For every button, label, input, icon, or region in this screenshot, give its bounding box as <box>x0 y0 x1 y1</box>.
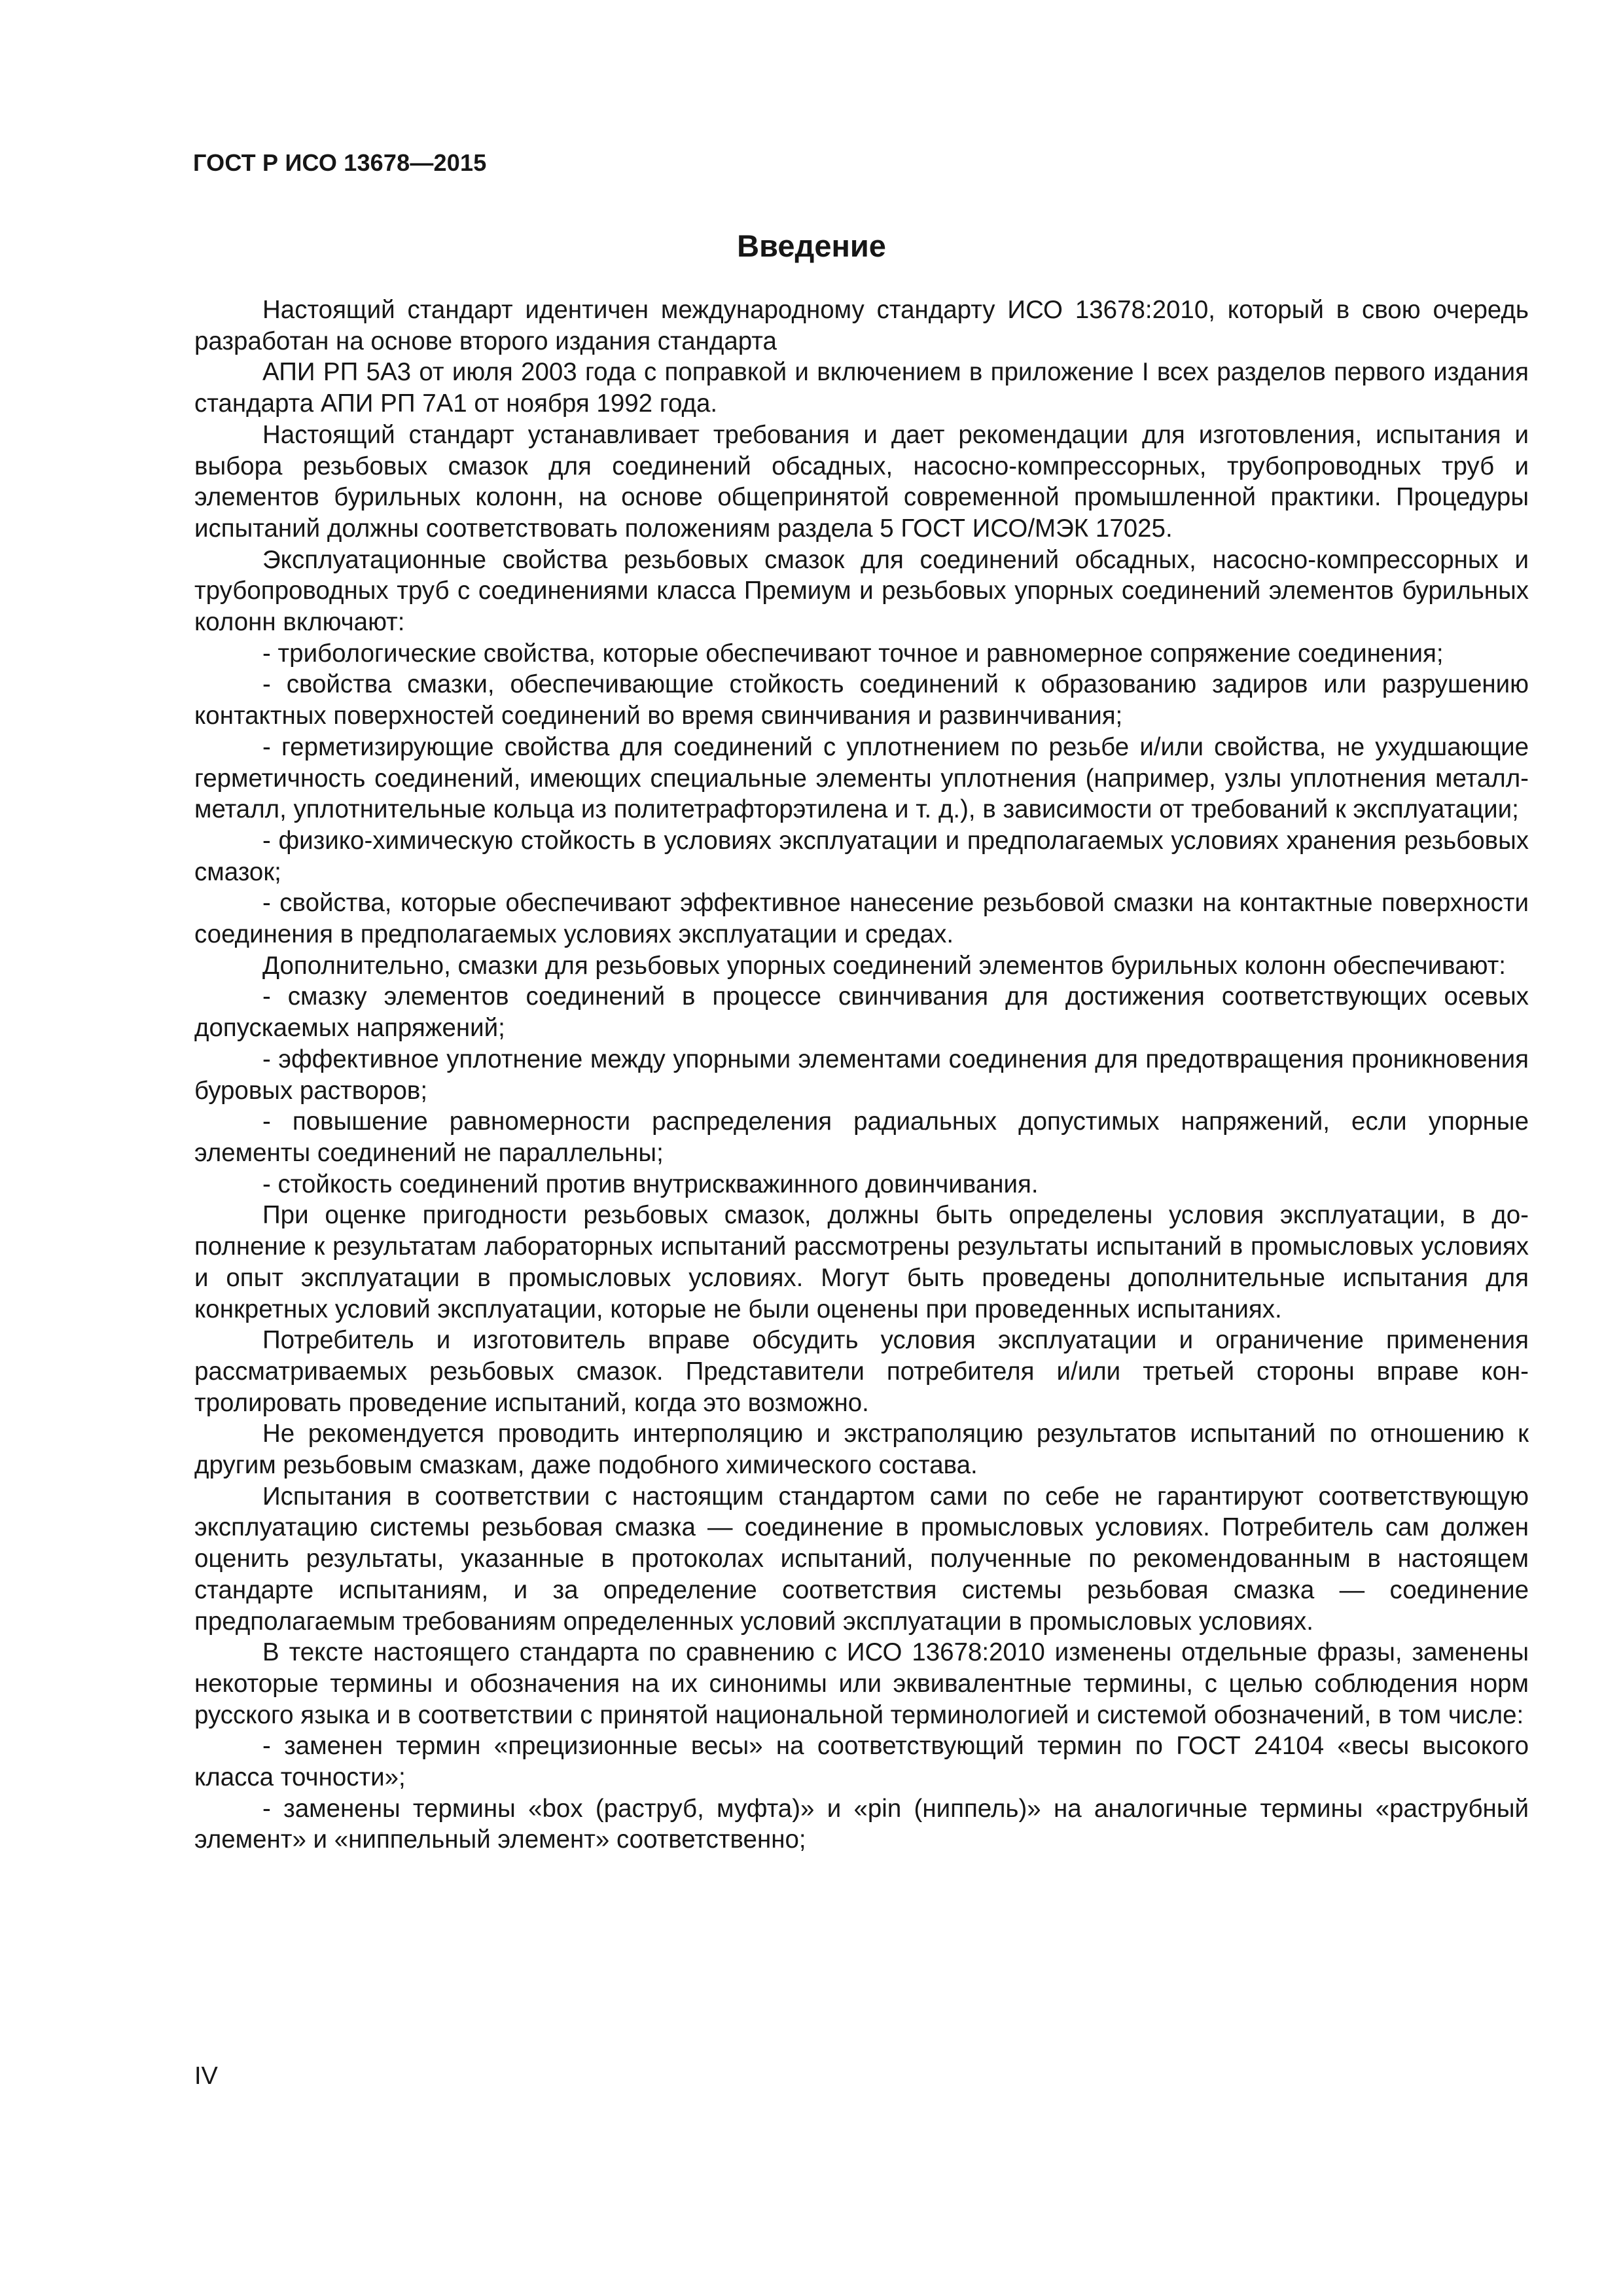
page-number: IV <box>194 2062 218 2090</box>
paragraph: Эксплуатационные свойства резьбовых смазок для соединений обсадных, насосно-компрессорных и трубопроводных труб с соединениями класса Премиум и резьбовых упорных соединений элементов бурильных колонн включают: <box>194 545 1529 637</box>
document-designation: ГОСТ Р ИСО 13678—2015 <box>193 149 487 176</box>
paragraph: В тексте настоящего стандарта по сравнению с ИСО 13678:2010 изменены отдельные фразы, заменены некоторые термины и обозначения на их синонимы или эквивалентные термины, с целью соблюдения норм русского языка и в соответствии с принятой национальной терминологией и системой обозначений, в том числе: <box>194 1638 1529 1729</box>
paragraph: При оценке пригодности резьбовых смазок, должны быть определены условия эксплуатации, в дополнение к результатам лабораторных испытаний рассмотрены результаты испытаний в промысловых условиях и опыт эксплуатации в промысловых условиях. Могут быть проведены дополнительные испытания для конкретных условий эксплуатации, которые не были оценены при проведенных испытаниях. <box>194 1201 1529 1323</box>
list-item: - физико-химическую стойкость в условиях эксплуатации и предполагаемых условиях хранения резьбовых смазок; <box>194 826 1529 886</box>
list-item: - трибологические свойства, которые обеспечивают точное и равномерное сопряжение соединения; <box>262 639 1444 668</box>
paragraph: Дополнительно, смазки для резьбовых упорных соединений элементов бурильных колонн обеспечивают: <box>262 951 1506 980</box>
list-item: - стойкость соединений против внутрискважинного довинчивания. <box>262 1170 1039 1198</box>
section-title: Введение <box>737 228 886 263</box>
paragraph: Потребитель и изготовитель вправе обсудить условия эксплуатации и ограничение применения рассматриваемых резьбовых смазок. Представители потребителя и/или третьей стороны вправе контролировать проведение испытаний, когда это возможно. <box>194 1326 1529 1417</box>
list-item: - смазку элементов соединений в процессе свинчивания для достижения соответствующих осевых допускаемых напряжений; <box>194 982 1529 1043</box>
list-item: - свойства смазки, обеспечивающие стойкость соединений к образованию задиров или разрушению контактных поверхностей соединений во время свинчивания и развинчивания; <box>194 670 1529 730</box>
list-item: - эффективное уплотнение между упорными элементами соединения для предотвращения проникновения буровых растворов; <box>194 1045 1529 1105</box>
list-item: - заменен термин «прецизионные весы» на соответствующий термин по ГОСТ 24104 «весы высокого класса точности»; <box>194 1732 1529 1792</box>
body-text <box>194 295 1529 1856</box>
list-item: - заменены термины «box (раструб, муфта)» и «pin (ниппель)» на аналогичные термины «раструбный элемент» и «ниппельный элемент» соответственно; <box>194 1794 1529 1854</box>
paragraph: АПИ РП 5А3 от июля 2003 года с поправкой и включением в приложение I всех разделов первого издания стандарта АПИ РП 7А1 от ноября 1992 года. <box>194 358 1529 418</box>
list-item: - свойства, которые обеспечивают эффективное нанесение резьбовой смазки на контактные поверхности соединения в предполагаемых условиях эксплуатации и средах. <box>194 889 1529 949</box>
list-item: - повышение равномерности распределения радиальных допустимых напряжений, если упорные элементы соединений не параллельны; <box>194 1107 1529 1167</box>
list-item: - герметизирующие свойства для соединений с уплотнением по резьбе и/или свойства, не ухудшающие герметичность соединений, имеющих специальные элементы уплотнения (например, узлы уплотнения металл-металл, уплотнительные кольца из политетрафторэтилена и т. д.), в зависимости от требований к эксплуатации; <box>194 732 1529 824</box>
paragraph: Испытания в соответствии с настоящим стандартом сами по себе не гарантируют соответствующую эксплуатацию системы резьбовая смазка — соединение в промысловых условиях. Потребитель сам должен оценить результаты, указанные в протоколах испытаний, полученные по рекомендованным в настоящем стандарте испытаниям, и за определение соответствия системы резьбовая смазка — соединение предполагаемым требованиям определенных условий эксплуатации в промысловых условиях. <box>194 1482 1529 1636</box>
paragraph: Настоящий стандарт устанавливает требования и дает рекомендации для изготовления, испытания и выбора резьбовых смазок для соединений обсадных, насосно-компрессорных, трубопроводных труб и элементов бурильных колонн, на основе общепринятой современной промышленной практики. Процедуры испытаний должны соответствовать положениям раздела 5 ГОСТ ИСО/МЭК 17025. <box>194 420 1529 543</box>
paragraph: Не рекомендуется проводить интерполяцию и экстраполяцию результатов испытаний по отношению к другим резьбовым смазкам, даже подобного химического состава. <box>194 1420 1529 1480</box>
paragraph: Настоящий стандарт идентичен международному стандарту ИСО 13678:2010, который в свою очередь разработан на основе второго издания стандарта <box>194 296 1529 355</box>
